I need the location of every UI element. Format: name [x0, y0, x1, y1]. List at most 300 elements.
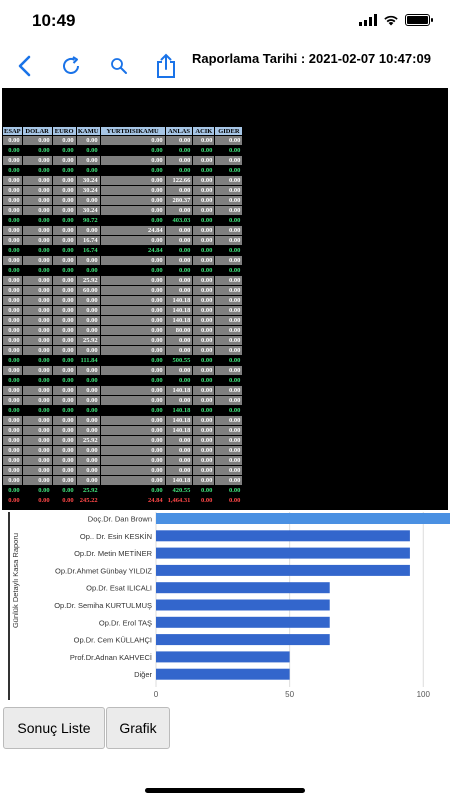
- table-cell: 0.00: [52, 436, 76, 446]
- table-cell: 0.00: [193, 196, 215, 206]
- table-cell: 0.00: [3, 326, 23, 336]
- table-row: [3, 366, 243, 376]
- table-cell: 0.00: [22, 146, 52, 156]
- table-cell: 0.00: [76, 366, 100, 376]
- table-cell: 0.00: [215, 336, 243, 346]
- table-cell: 0.00: [22, 296, 52, 306]
- column-header: ESAP: [4, 127, 21, 135]
- table-row: [3, 186, 243, 196]
- table-cell: 0.00: [193, 156, 215, 166]
- table-row: [3, 416, 243, 426]
- category-label: Op.Dr. Erol TAŞ: [98, 618, 152, 628]
- table-cell: 0.00: [165, 286, 193, 296]
- table-cell: 0.00: [193, 216, 215, 226]
- battery-icon: [405, 14, 430, 26]
- table-cell: 0.00: [76, 416, 100, 426]
- table-cell: 0.00: [193, 456, 215, 466]
- tab-sonuc-liste[interactable]: Sonuç Liste: [3, 707, 105, 749]
- table-cell: 0.00: [52, 216, 76, 226]
- table-cell: 0.00: [193, 416, 215, 426]
- table-cell: 0.00: [52, 306, 76, 316]
- share-icon[interactable]: [152, 52, 180, 80]
- table-cell: 0.00: [52, 176, 76, 186]
- table-cell: 0.00: [76, 466, 100, 476]
- table-cell: 0.00: [52, 226, 76, 236]
- table-cell: 0.00: [22, 226, 52, 236]
- table-cell: 0.00: [100, 176, 165, 186]
- table-cell: 0.00: [215, 346, 243, 356]
- table-cell: 0.00: [100, 426, 165, 436]
- table-row: [3, 406, 243, 416]
- table-row: [3, 336, 243, 346]
- table-cell: 0.00: [3, 166, 23, 176]
- table-cell: 0.00: [22, 346, 52, 356]
- table-cell: 0.00: [22, 446, 52, 456]
- table-cell: 0.00: [76, 226, 100, 236]
- table-cell: 0.00: [76, 456, 100, 466]
- table-row: [3, 356, 243, 366]
- table-cell: 0.00: [100, 136, 165, 146]
- table-cell: 0.00: [193, 266, 215, 276]
- table-cell: 0.00: [215, 396, 243, 406]
- table-cell: 0.00: [100, 466, 165, 476]
- table-cell: 0.00: [22, 356, 52, 366]
- column-header: YURTDISIKAMU: [100, 127, 165, 136]
- table-cell: 0.00: [22, 286, 52, 296]
- table-cell: 0.00: [76, 476, 100, 486]
- table-cell: 0.00: [76, 156, 100, 166]
- table-cell: 0.00: [52, 446, 76, 456]
- table-cell: 25.92: [76, 276, 100, 286]
- table-cell: 0.00: [215, 426, 243, 436]
- table-cell: 0.00: [193, 466, 215, 476]
- table-row: [3, 486, 243, 496]
- table-cell: 0.00: [22, 186, 52, 196]
- table-row: [3, 256, 243, 266]
- table-cell: 24.84: [100, 226, 165, 236]
- table-cell: 0.00: [193, 446, 215, 456]
- table-cell: 30.24: [76, 176, 100, 186]
- table-cell: 0.00: [215, 176, 243, 186]
- table-cell: 0.00: [193, 166, 215, 176]
- table-row: [3, 276, 243, 286]
- table-cell: 0.00: [22, 236, 52, 246]
- table-cell: 0.00: [22, 466, 52, 476]
- table-cell: 16.74: [76, 246, 100, 256]
- category-label: Doç.Dr. Dan Brown: [87, 514, 152, 524]
- table-cell: 0.00: [3, 426, 23, 436]
- table-cell: 0.00: [215, 456, 243, 466]
- category-label: Op.Dr.Ahmet Günbay YILDIZ: [55, 566, 152, 576]
- chart-panel: [8, 512, 448, 700]
- table-cell: 0.00: [52, 196, 76, 206]
- home-indicator: [145, 788, 305, 793]
- table-row: [3, 266, 243, 276]
- table-cell: 0.00: [100, 396, 165, 406]
- table-row: [3, 396, 243, 406]
- table-row: [3, 306, 243, 316]
- table-cell: 0.00: [193, 276, 215, 286]
- table-cell: 0.00: [76, 326, 100, 336]
- table-cell: 0.00: [165, 206, 193, 216]
- table-cell: 24.84: [100, 246, 165, 256]
- table-cell: 0.00: [52, 406, 76, 416]
- table-cell: 0.00: [193, 436, 215, 446]
- table-cell: 80.00: [165, 326, 193, 336]
- table-cell: 0.00: [22, 276, 52, 286]
- table-cell: 0.00: [76, 346, 100, 356]
- report-table: [2, 126, 243, 506]
- table-cell: 0.00: [76, 386, 100, 396]
- table-cell: 0.00: [165, 346, 193, 356]
- table-cell: 0.00: [22, 456, 52, 466]
- table-cell: 0.00: [100, 356, 165, 366]
- table-cell: 0.00: [193, 396, 215, 406]
- table-cell: 0.00: [165, 366, 193, 376]
- table-cell: 0.00: [165, 456, 193, 466]
- table-cell: 0.00: [215, 416, 243, 426]
- table-cell: 0.00: [193, 326, 215, 336]
- column-header: KAMU: [77, 127, 99, 135]
- table-cell: 0.00: [22, 196, 52, 206]
- table-cell: 0.00: [100, 196, 165, 206]
- table-cell: 0.00: [3, 176, 23, 186]
- table-cell: 0.00: [22, 386, 52, 396]
- chart-bar[interactable]: [156, 600, 330, 611]
- category-label: Op.Dr. Esat ILICALI: [86, 583, 152, 593]
- table-cell: 0.00: [215, 356, 243, 366]
- table-cell: 0.00: [193, 146, 215, 156]
- table-cell: 0.00: [76, 446, 100, 456]
- table-cell: 0.00: [52, 166, 76, 176]
- table-cell: 0.00: [22, 316, 52, 326]
- column-header: DOLAR: [22, 127, 52, 136]
- table-cell: 0.00: [3, 196, 23, 206]
- chart-bar[interactable]: [156, 617, 330, 628]
- category-label: Op.Dr. Cem KÜLLAHÇI: [73, 635, 152, 645]
- table-cell: 0.00: [165, 166, 193, 176]
- table-cell: 0.00: [3, 146, 23, 156]
- bar-chart: [10, 512, 450, 700]
- table-cell: 0.00: [100, 156, 165, 166]
- table-cell: 0.00: [3, 486, 23, 496]
- table-cell: 0.00: [3, 306, 23, 316]
- table-cell: 0.00: [76, 426, 100, 436]
- table-row: [3, 146, 243, 156]
- table-cell: 0.00: [3, 346, 23, 356]
- column-header: GIDER: [215, 127, 243, 136]
- table-cell: 0.00: [193, 236, 215, 246]
- table-cell: 0.00: [3, 256, 23, 266]
- table-cell: 0.00: [52, 326, 76, 336]
- table-cell: 0.00: [165, 336, 193, 346]
- table-cell: 0.00: [165, 246, 193, 256]
- table-cell: 0.00: [193, 316, 215, 326]
- table-cell: 0.00: [100, 146, 165, 156]
- table-cell: 0.00: [76, 136, 100, 146]
- table-cell: 0.00: [22, 406, 52, 416]
- table-cell: 0.00: [193, 356, 215, 366]
- table-cell: 0.00: [215, 296, 243, 306]
- table-cell: 0.00: [100, 286, 165, 296]
- table-cell: 0.00: [22, 476, 52, 486]
- table-cell: 0.00: [215, 156, 243, 166]
- table-cell: 0.00: [215, 146, 243, 156]
- table-cell: 0.00: [52, 296, 76, 306]
- table-cell: 0.00: [22, 176, 52, 186]
- column-header: EURO: [52, 127, 76, 136]
- table-cell: 0.00: [165, 146, 193, 156]
- table-cell: 0.00: [52, 486, 76, 496]
- table-cell: 0.00: [22, 246, 52, 256]
- table-cell: 0.00: [76, 406, 100, 416]
- table-cell: 0.00: [3, 136, 23, 146]
- table-cell: 0.00: [215, 206, 243, 216]
- table-cell: 30.24: [76, 186, 100, 196]
- table-cell: 0.00: [52, 276, 76, 286]
- table-cell: 0.00: [193, 206, 215, 216]
- table-cell: 0.00: [3, 456, 23, 466]
- table-cell: 0.00: [52, 346, 76, 356]
- table-cell: 0.00: [3, 396, 23, 406]
- chart-title: Günlük Detaylı Kasa Raporu: [11, 532, 21, 628]
- table-cell: 0.00: [215, 276, 243, 286]
- table-cell: 140.18: [165, 476, 193, 486]
- table-cell: 25.92: [76, 436, 100, 446]
- table-cell: 0.00: [165, 436, 193, 446]
- table-cell: 0.00: [3, 276, 23, 286]
- table-cell: 0.00: [22, 396, 52, 406]
- table-row: [3, 376, 243, 386]
- table-cell: 0.00: [3, 436, 23, 446]
- table-header-row: [3, 127, 243, 136]
- table-cell: 0.00: [100, 216, 165, 226]
- table-row: [3, 346, 243, 356]
- table-cell: 0.00: [165, 376, 193, 386]
- table-cell: 0.00: [22, 416, 52, 426]
- table-cell: 0.00: [193, 386, 215, 396]
- table-cell: 0.00: [52, 316, 76, 326]
- table-cell: 420.55: [165, 486, 193, 496]
- table-cell: 0.00: [3, 376, 23, 386]
- table-cell: 0.00: [100, 406, 165, 416]
- table-cell: 0.00: [100, 306, 165, 316]
- table-cell: 0.00: [165, 226, 193, 236]
- table-cell: 0.00: [52, 476, 76, 486]
- table-cell: 0.00: [100, 366, 165, 376]
- table-cell: 0.00: [52, 496, 76, 506]
- table-cell: 0.00: [22, 156, 52, 166]
- table-row: [3, 156, 243, 166]
- table-cell: 0.00: [193, 406, 215, 416]
- table-cell: 0.00: [100, 456, 165, 466]
- table-cell: 140.18: [165, 406, 193, 416]
- table-cell: 0.00: [165, 236, 193, 246]
- table-row: [3, 206, 243, 216]
- table-cell: 0.00: [3, 366, 23, 376]
- table-cell: 0.00: [215, 306, 243, 316]
- table-cell: 0.00: [3, 186, 23, 196]
- table-cell: 0.00: [76, 266, 100, 276]
- table-cell: 0.00: [100, 186, 165, 196]
- table-cell: 0.00: [76, 196, 100, 206]
- table-cell: 0.00: [100, 346, 165, 356]
- tab-grafik[interactable]: Grafik: [106, 707, 170, 749]
- table-cell: 0.00: [22, 436, 52, 446]
- table-cell: 0.00: [193, 366, 215, 376]
- chart-bar[interactable]: [156, 548, 410, 559]
- table-cell: 0.00: [76, 376, 100, 386]
- table-cell: 0.00: [22, 376, 52, 386]
- table-cell: 25.92: [76, 486, 100, 496]
- table-cell: 0.00: [215, 226, 243, 236]
- refresh-icon[interactable]: [57, 52, 85, 80]
- table-cell: 0.00: [22, 256, 52, 266]
- table-cell: 0.00: [215, 186, 243, 196]
- table-row: [3, 426, 243, 436]
- table-cell: 0.00: [22, 336, 52, 346]
- table-cell: 140.18: [165, 296, 193, 306]
- table-cell: 0.00: [215, 136, 243, 146]
- table-cell: 280.37: [165, 196, 193, 206]
- table-cell: 16.74: [76, 236, 100, 246]
- table-cell: 0.00: [100, 436, 165, 446]
- table-cell: 0.00: [52, 416, 76, 426]
- table-cell: 0.00: [215, 366, 243, 376]
- back-arrow-icon[interactable]: [10, 52, 38, 80]
- table-cell: 0.00: [52, 386, 76, 396]
- table-cell: 0.00: [215, 436, 243, 446]
- table-cell: 140.18: [165, 426, 193, 436]
- table-cell: 0.00: [3, 406, 23, 416]
- table-row: [3, 176, 243, 186]
- table-cell: 0.00: [193, 136, 215, 146]
- table-cell: 0.00: [100, 276, 165, 286]
- table-cell: 0.00: [215, 166, 243, 176]
- table-cell: 0.00: [3, 316, 23, 326]
- table-cell: 0.00: [3, 246, 23, 256]
- wifi-icon: [383, 14, 399, 26]
- table-row: [3, 226, 243, 236]
- table-cell: 0.00: [3, 386, 23, 396]
- table-cell: 0.00: [193, 186, 215, 196]
- table-cell: 0.00: [165, 466, 193, 476]
- table-cell: 0.00: [193, 336, 215, 346]
- column-header: ANLAS: [165, 127, 193, 136]
- table-row: [3, 246, 243, 256]
- table-cell: 0.00: [100, 416, 165, 426]
- table-cell: 0.00: [193, 286, 215, 296]
- column-header: ACIK: [193, 127, 215, 136]
- table-cell: 0.00: [100, 336, 165, 346]
- table-cell: 0.00: [215, 286, 243, 296]
- chart-bar[interactable]: [156, 565, 410, 576]
- table-cell: 0.00: [193, 496, 215, 506]
- table-cell: 0.00: [3, 296, 23, 306]
- table-cell: 0.00: [100, 476, 165, 486]
- table-cell: 0.00: [22, 166, 52, 176]
- table-cell: 0.00: [215, 236, 243, 246]
- search-icon[interactable]: [105, 52, 133, 80]
- table-cell: 0.00: [165, 396, 193, 406]
- table-cell: 0.00: [52, 396, 76, 406]
- table-cell: 140.18: [165, 416, 193, 426]
- table-cell: 60.00: [76, 286, 100, 296]
- table-row: [3, 446, 243, 456]
- table-cell: 140.18: [165, 386, 193, 396]
- table-cell: 500.55: [165, 356, 193, 366]
- table-cell: 0.00: [165, 186, 193, 196]
- table-cell: 0.00: [52, 266, 76, 276]
- table-cell: 0.00: [165, 136, 193, 146]
- table-cell: 0.00: [22, 216, 52, 226]
- table-cell: 0.00: [3, 206, 23, 216]
- chart-bar[interactable]: [156, 582, 330, 593]
- chart-bar[interactable]: [156, 634, 330, 645]
- table-cell: 0.00: [215, 466, 243, 476]
- table-cell: 0.00: [3, 496, 23, 506]
- table-cell: 0.00: [3, 356, 23, 366]
- x-tick-label: 50: [285, 690, 295, 699]
- table-cell: 0.00: [100, 166, 165, 176]
- table-row: [3, 386, 243, 396]
- table-cell: 0.00: [52, 246, 76, 256]
- table-cell: 0.00: [52, 376, 76, 386]
- table-cell: 0.00: [215, 476, 243, 486]
- table-cell: 0.00: [215, 196, 243, 206]
- table-cell: 0.00: [3, 286, 23, 296]
- table-cell: 0.00: [215, 446, 243, 456]
- chart-bar[interactable]: [156, 530, 410, 541]
- chart-bar[interactable]: [156, 651, 290, 662]
- table-cell: 30.24: [76, 206, 100, 216]
- chart-bar[interactable]: [156, 513, 450, 524]
- table-row: [3, 136, 243, 146]
- table-cell: 0.00: [193, 476, 215, 486]
- table-cell: 25.92: [76, 336, 100, 346]
- table-cell: 0.00: [193, 426, 215, 436]
- table-cell: 0.00: [100, 486, 165, 496]
- table-cell: 0.00: [3, 446, 23, 456]
- table-cell: 0.00: [52, 456, 76, 466]
- table-cell: 0.00: [52, 206, 76, 216]
- table-cell: 0.00: [52, 426, 76, 436]
- report-date: Raporlama Tarihi : 2021-02-07 10:47:09: [192, 51, 431, 66]
- table-row: [3, 466, 243, 476]
- table-cell: 0.00: [165, 276, 193, 286]
- status-icons: [359, 14, 430, 26]
- table-cell: 0.00: [22, 426, 52, 436]
- table-cell: 0.00: [100, 326, 165, 336]
- table-cell: 0.00: [22, 366, 52, 376]
- table-cell: 0.00: [193, 306, 215, 316]
- table-cell: 0.00: [215, 316, 243, 326]
- table-cell: 0.00: [215, 326, 243, 336]
- table-cell: 0.00: [193, 296, 215, 306]
- table-cell: 0.00: [215, 386, 243, 396]
- table-cell: 0.00: [3, 226, 23, 236]
- table-cell: 0.00: [52, 236, 76, 246]
- category-label: Op.. Dr. Esin KESKİN: [79, 531, 152, 541]
- table-cell: 0.00: [193, 486, 215, 496]
- table-cell: 0.00: [22, 206, 52, 216]
- table-cell: 0.00: [22, 136, 52, 146]
- table-cell: 0.00: [76, 316, 100, 326]
- chart-bar[interactable]: [156, 669, 290, 680]
- table-cell: 0.00: [100, 236, 165, 246]
- table-cell: 24.84: [100, 496, 165, 506]
- table-cell: 0.00: [165, 266, 193, 276]
